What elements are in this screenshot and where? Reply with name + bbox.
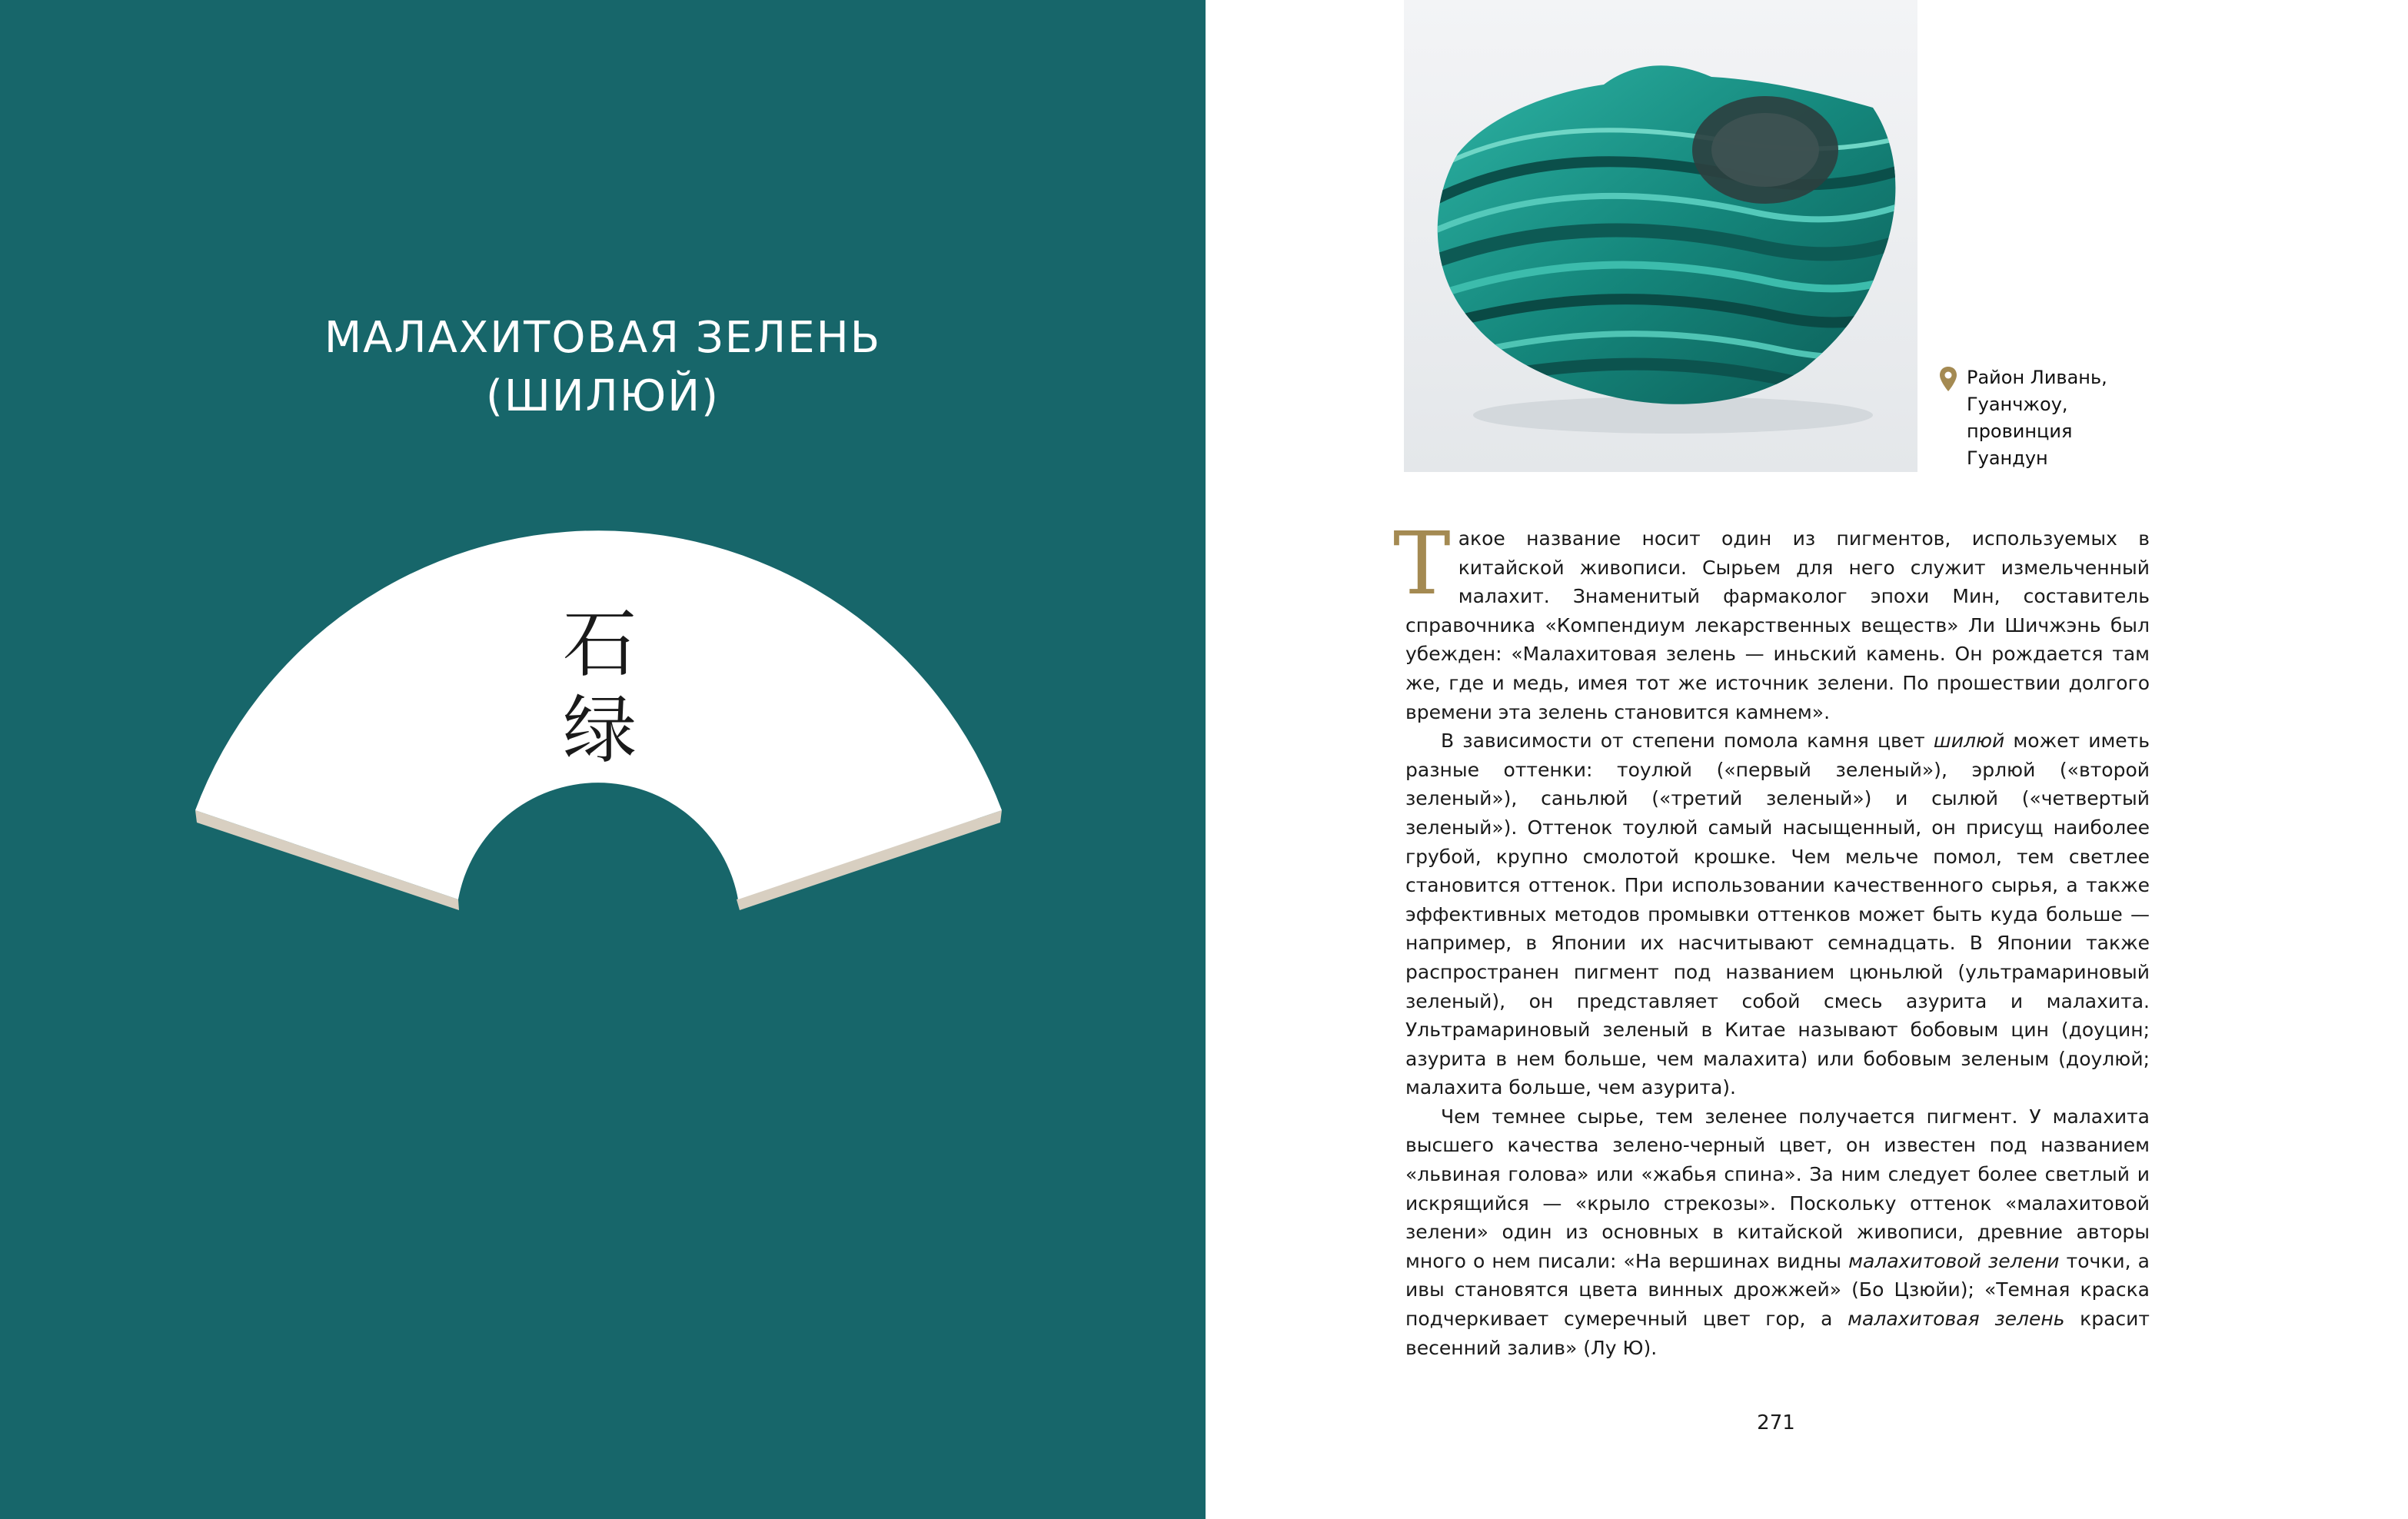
caption-line: Гуандун [1967,447,2048,469]
fan-character-1: 石 [563,601,637,687]
caption-line: провинция [1967,420,2073,442]
italic-term: шилюй [1933,730,2005,753]
caption-line: Район Ливань, [1967,367,2107,388]
fan-character-2: 绿 [563,687,637,773]
paragraph-3: Чем темнее сырье, тем зеленее получается пигмент. У малахита высшего качества зелено-черный цвет, он известен под названием «львиная голова» или «жабья спина». За ним следует более светлый и искрящийся — «крыло стрекозы». Поскольку оттенок «малахитовой зелени» один из основных в китайской живописи, древние авторы много о нем писали: «На вершинах видны малахитовой зелени точки, а ивы становятся цвета винных дрожжей» (Бо Цзюйи); «Темная краска подчеркивает сумеречный цвет гор, а малахитовая зелень красит весенний залив» (Лу Ю). [1405,1105,2150,1359]
paragraph-1-text: акое название носит один из пигментов, используемых в китайской живописи. Сырьем для него служит измельченный малахит. Знаменитый фармаколог эпохи Мин, составитель справочника «Компендиум лекарственных веществ» Ли Шичжэнь был убежден: «Малахитовая зелень — иньский камень. Он рождается там же, где и медь, имея тот же источник зелени. По прошествии долгого времени эта зелень становится камнем». [1405,527,2150,723]
malachite-photo [1404,0,1917,472]
stone-dark-cavity-inner [1711,113,1819,187]
italic-term: малахитовая зелень [1848,1308,2065,1331]
paragraph-2: В зависимости от степени помола камня цвет шилюй может иметь разные оттенки: тоулюй («первый зеленый»), эрлюй («второй зеленый»), саньлюй («третий зеленый») и сылюй («четвертый зеленый»). Оттенок тоулюй самый насыщенный, он присущ наиболее грубой, крупно смолотой крошке. Чем мельче помол, тем светлее становится оттенок. При использовании качественного сырья, а также эффективных методов промывки оттенков может быть куда больше — например, в Японии их насчитывают семнадцать. В Японии также распространен пигмент под названием цюньлюй (ультрамариновый зеленый), он представляет собой смесь азурита и малахита. Ультрамариновый зеленый в Китае называют бобовым цин (доуцин; азурита в нем больше, чем малахита) или бобовым зеленым (доулюй; малахита больше, чем азурита). [1405,730,2150,1099]
drop-cap: Т [1393,514,1451,614]
fan-characters [538,601,661,773]
paragraph-1 [1393,514,2150,726]
map-pin-icon [1939,366,1957,392]
caption-line: Гуанчжоу, [1967,394,2068,415]
title-line-2: (ШИЛЮЙ) [486,371,720,421]
page-number: 271 [1757,1411,1795,1434]
title-line-1: МАЛАХИТОВАЯ ЗЕЛЕНЬ [324,313,882,363]
italic-term: малахитовой зелени [1848,1249,2060,1272]
photo-caption [1967,364,2151,472]
article-body [1393,514,2150,1362]
